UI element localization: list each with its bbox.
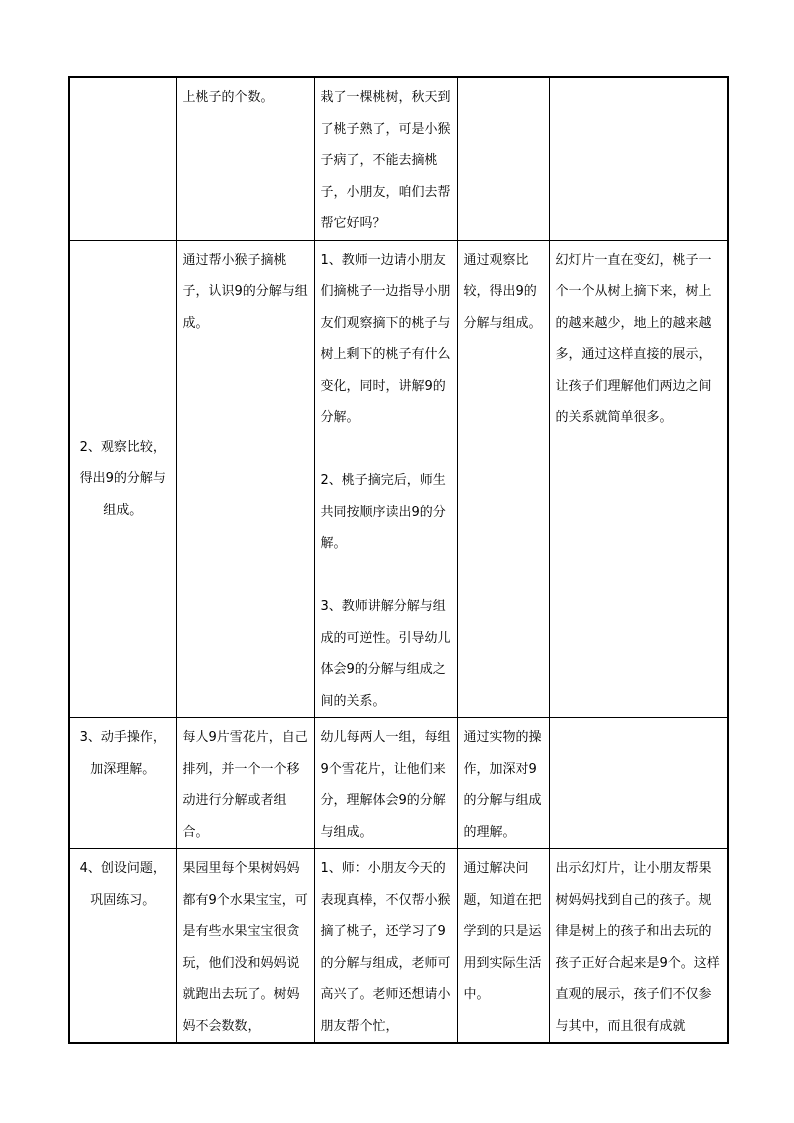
stage-cell: 4、创设问题，巩固练习。 xyxy=(69,849,176,1044)
media-cell: 幻灯片一直在变幻，桃子一个一个从树上摘下来，树上的越来越少，地上的越来越多，通过这样直接的展示，让孩子们理解他们两边之间的关系就简单很多。 xyxy=(549,240,728,718)
stage-cell xyxy=(69,77,176,240)
intent-cell: 通过观察比较，得出9的分解与组成。 xyxy=(457,240,549,718)
lesson-plan-table xyxy=(68,76,729,1044)
activity-cell xyxy=(314,240,457,718)
stage-cell: 2、观察比较，得出9的分解与组成。 xyxy=(69,240,176,718)
activity-cell xyxy=(314,718,457,849)
goal-cell: 果园里每个果树妈妈都有9个水果宝宝，可是有些水果宝宝很贪玩，他们没和妈妈说就跑出去玩了。树妈妈不会数数， xyxy=(176,849,314,1044)
intent-cell: 通过实物的操作，加深对9的分解与组成的理解。 xyxy=(457,718,549,849)
media-cell: 出示幻灯片，让小朋友帮果树妈妈找到自己的孩子。规律是树上的孩子和出去玩的孩子正好合起来是9个。这样直观的展示，孩子们不仅参与其中，而且很有成就 xyxy=(549,849,728,1044)
goal-cell: 通过帮小猴子摘桃子，认识9的分解与组成。 xyxy=(176,240,314,718)
goal-cell: 每人9片雪花片，自己排列，并一个一个移动进行分解或者组合。 xyxy=(176,718,314,849)
media-cell xyxy=(549,77,728,240)
table-row xyxy=(69,849,728,1044)
goal-cell: 上桃子的个数。 xyxy=(176,77,314,240)
activity-cell xyxy=(314,77,457,240)
table-row xyxy=(69,718,728,849)
intent-cell: 通过解决问题，知道在把学到的只是运用到实际生活中。 xyxy=(457,849,549,1044)
activity-paragraph: 1、教师一边请小朋友们摘桃子一边指导小朋友们观察摘下的桃子与树上剩下的桃子有什么变化，同时，讲解9的分解。 xyxy=(320,252,451,425)
media-cell xyxy=(549,718,728,849)
activity-paragraph: 1、师：小朋友今天的表现真棒，不仅帮小猴摘了桃子，还学习了9的分解与组成，老师可高兴了。老师还想请小朋友帮个忙， xyxy=(320,861,451,1034)
table-row xyxy=(69,240,728,718)
intent-cell xyxy=(457,77,549,240)
activity-paragraph: 幼儿每两人一组，每组9个雪花片，让他们来分，理解体会9的分解与组成。 xyxy=(320,730,451,840)
activity-paragraph: 栽了一棵桃树，秋天到了桃子熟了，可是小猴子病了，不能去摘桃子，小朋友，咱们去帮帮它好吗？ xyxy=(320,90,451,231)
stage-cell: 3、动手操作，加深理解。 xyxy=(69,718,176,849)
activity-paragraph: 3、教师讲解分解与组成的可逆性。引导幼儿体会9的分解与组成之间的关系。 xyxy=(320,599,451,709)
activity-paragraph: 2、桃子摘完后，师生共同按顺序读出9的分解。 xyxy=(320,473,446,551)
table-row xyxy=(69,77,728,240)
activity-cell xyxy=(314,849,457,1044)
